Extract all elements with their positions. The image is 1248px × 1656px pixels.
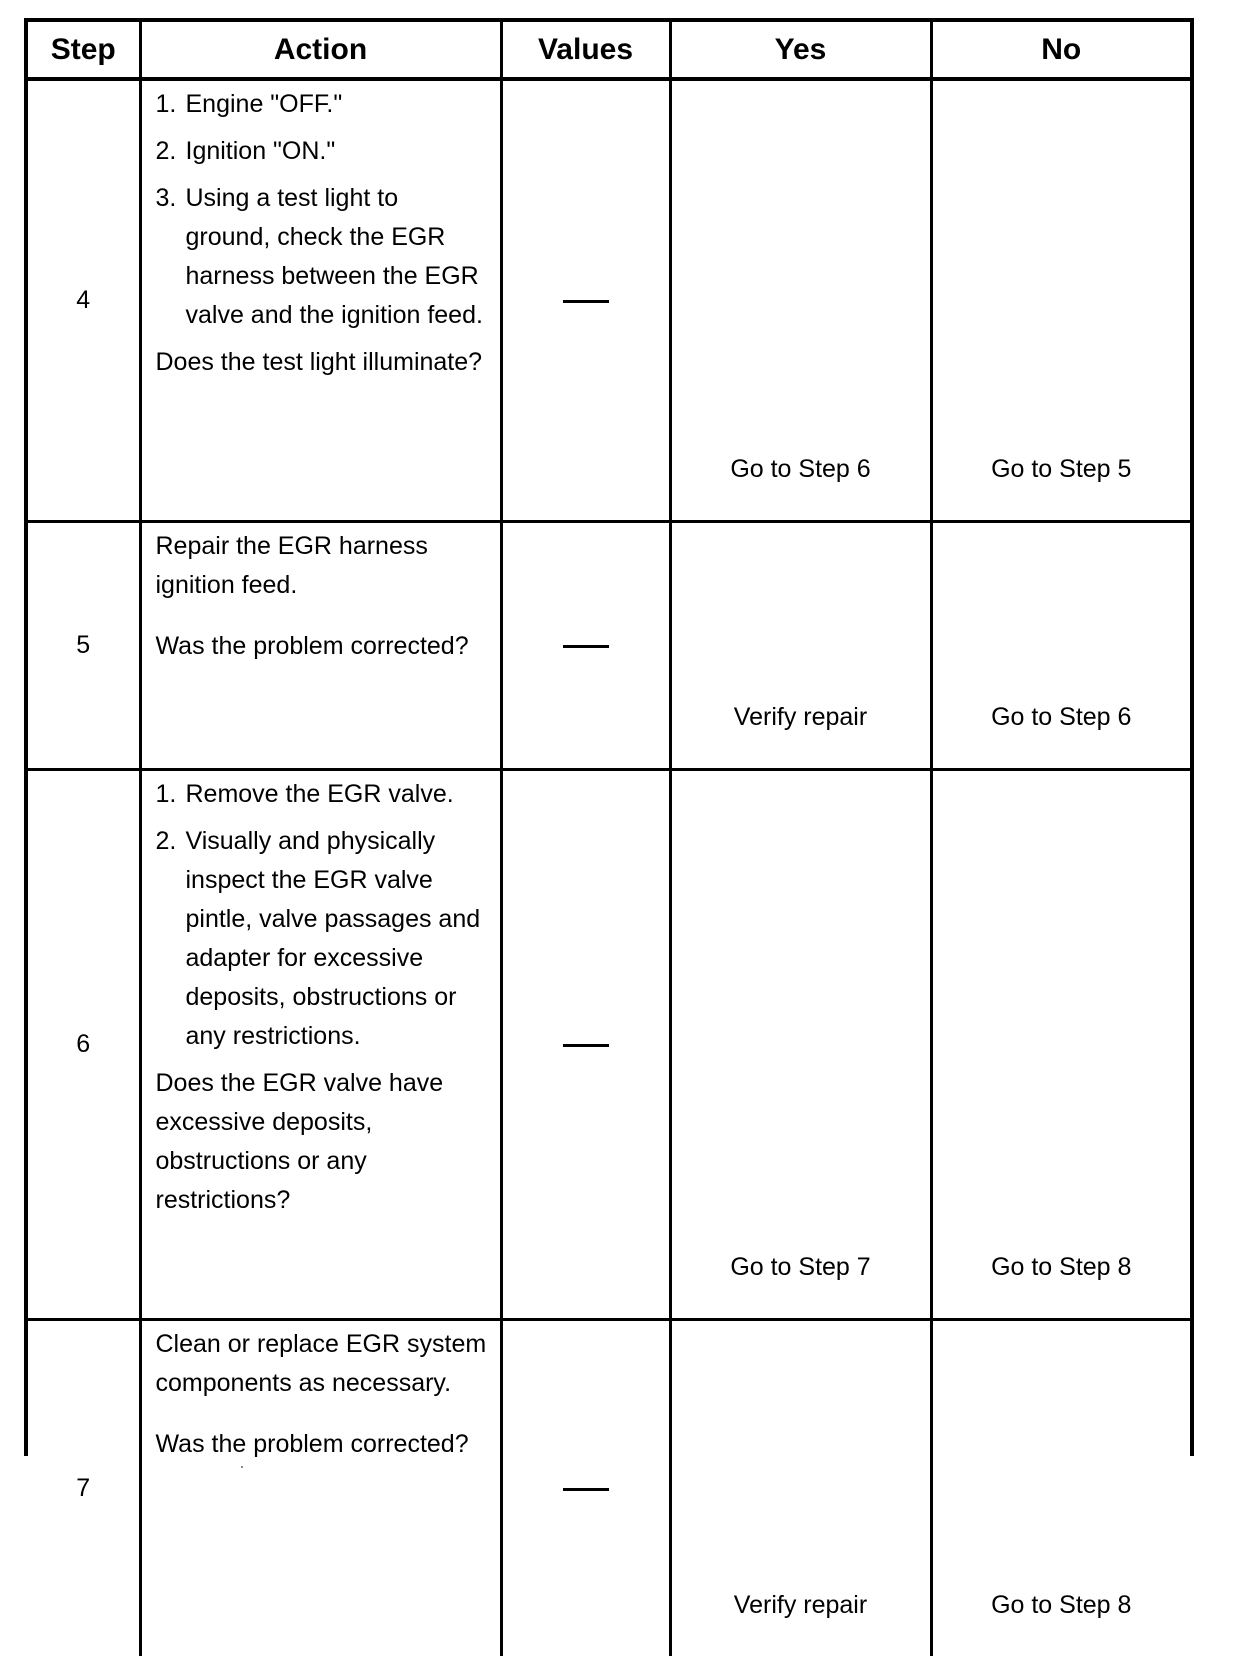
table-row-step-5 <box>28 522 1190 770</box>
yes-result: Go to Step 7 <box>670 770 931 1320</box>
action-step-text: Remove the EGR valve. <box>186 780 454 808</box>
yes-result: Go to Step 6 <box>670 79 931 522</box>
action-cell <box>140 79 501 522</box>
yes-result: Verify repair <box>670 1320 931 1656</box>
step-number: 7 <box>28 1320 140 1656</box>
action-cell <box>140 770 501 1320</box>
action-step-number: 3. <box>156 179 177 218</box>
action-step <box>156 179 488 335</box>
action-step-number: 1. <box>156 85 177 124</box>
header-no: No <box>931 22 1190 79</box>
action-step-text: Visually and physically inspect the EGR valve pintle, valve passages and adapter for excessive deposits, obstructions or any restrictions. <box>186 827 481 1050</box>
action-step-number: 2. <box>156 132 177 171</box>
action-cell <box>140 1320 501 1656</box>
diagnostic-table-container <box>24 18 1194 1456</box>
header-step: Step <box>28 22 140 79</box>
action-step-list <box>156 85 488 335</box>
action-step-number: 1. <box>156 775 177 814</box>
no-result: Go to Step 5 <box>931 79 1190 522</box>
action-step-text: Engine "OFF." <box>186 90 343 118</box>
header-row <box>28 22 1190 79</box>
values-cell <box>501 79 670 522</box>
action-instruction: Repair the EGR harness ignition feed. <box>156 527 488 605</box>
step-number: 5 <box>28 522 140 770</box>
no-result: Go to Step 8 <box>931 1320 1190 1656</box>
values-dash <box>563 645 609 648</box>
values-dash <box>563 300 609 303</box>
no-result: Go to Step 8 <box>931 770 1190 1320</box>
action-step-number: 2. <box>156 822 177 861</box>
action-question: Was the problem corrected? <box>156 627 488 666</box>
action-step <box>156 85 488 124</box>
header-yes: Yes <box>670 22 931 79</box>
action-question: Does the EGR valve have excessive deposits, obstructions or any restrictions? <box>156 1064 488 1220</box>
values-dash <box>563 1044 609 1047</box>
table-row-step-6 <box>28 770 1190 1320</box>
header-values: Values <box>501 22 670 79</box>
values-dash <box>563 1488 609 1491</box>
action-step <box>156 822 488 1056</box>
no-result: Go to Step 6 <box>931 522 1190 770</box>
action-step <box>156 132 488 171</box>
action-step-text: Using a test light to ground, check the EGR harness between the EGR valve and the ignition feed. <box>186 184 483 329</box>
values-cell <box>501 522 670 770</box>
values-cell <box>501 1320 670 1656</box>
action-question: Does the test light illuminate? <box>156 343 488 382</box>
values-cell <box>501 770 670 1320</box>
action-question: Was the problem corrected? <box>156 1425 488 1464</box>
step-number: 6 <box>28 770 140 1320</box>
scan-speck <box>241 1466 243 1468</box>
table-row-step-7 <box>28 1320 1190 1656</box>
step-number: 4 <box>28 79 140 522</box>
action-step <box>156 775 488 814</box>
action-step-list <box>156 775 488 1056</box>
action-step-text: Ignition "ON." <box>186 137 336 165</box>
action-instruction: Clean or replace EGR system components as necessary. <box>156 1325 488 1403</box>
yes-result: Verify repair <box>670 522 931 770</box>
table-row-step-4 <box>28 79 1190 522</box>
action-cell <box>140 522 501 770</box>
header-action: Action <box>140 22 501 79</box>
diagnostic-table <box>28 22 1190 1656</box>
